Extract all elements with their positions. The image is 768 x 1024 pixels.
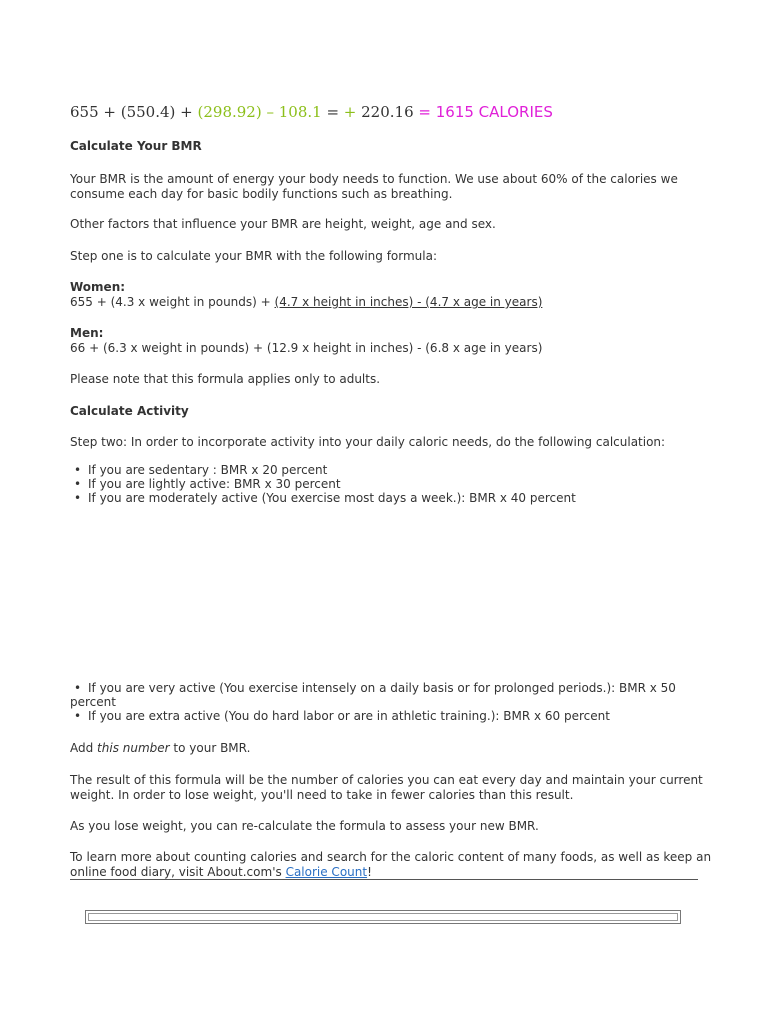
result-line-2: weight. In order to lose weight, you'll need to take in fewer calories than this result. bbox=[70, 788, 574, 802]
men-label: Men: bbox=[70, 326, 104, 340]
women-formula bbox=[70, 295, 542, 310]
step-one: Step one is to calculate your BMR with the following formula: bbox=[70, 249, 438, 263]
bmr-intro bbox=[70, 172, 678, 202]
add-prefix: Add bbox=[70, 741, 98, 755]
horizontal-divider bbox=[70, 879, 698, 880]
bmr-heading: Calculate Your BMR bbox=[70, 139, 202, 153]
activity-list-top bbox=[70, 463, 576, 505]
result-line-1: The result of this formula will be the number of calories you can eat every day and maintain your current bbox=[70, 773, 703, 787]
bmr-factors: Other factors that influence your BMR are height, weight, age and sex. bbox=[70, 217, 496, 231]
list-item: • If you are moderately active (You exercise most days a week.): BMR x 40 percent bbox=[88, 491, 576, 505]
women-label: Women: bbox=[70, 280, 126, 294]
formula-part-5: 220.16 bbox=[361, 103, 414, 121]
step-two: Step two: In order to incorporate activity into your daily caloric needs, do the following calculation: bbox=[70, 435, 666, 449]
calorie-count-link[interactable]: Calorie Count bbox=[285, 865, 368, 879]
women-formula-part-a: 655 + (4.3 x weight in pounds) + bbox=[70, 295, 275, 309]
calorie-formula bbox=[70, 103, 553, 121]
activity-heading: Calculate Activity bbox=[70, 404, 189, 418]
add-emphasis: this number bbox=[97, 741, 170, 755]
activity-list-bottom bbox=[70, 681, 676, 723]
women-formula-part-b: (4.7 x height in inches) - (4.7 x age in years) bbox=[274, 295, 543, 309]
list-item: • If you are sedentary : BMR x 20 percent bbox=[88, 463, 576, 477]
formula-part-3: = bbox=[321, 103, 344, 121]
list-item: • If you are lightly active: BMR x 30 percent bbox=[88, 477, 576, 491]
formula-part-1: 655 + (550.4) + bbox=[70, 103, 198, 121]
learn-line-2 bbox=[70, 865, 711, 880]
add-suffix: to your BMR. bbox=[169, 741, 251, 755]
men-formula: 66 + (6.3 x weight in pounds) + (12.9 x height in inches) - (6.8 x age in years) bbox=[70, 341, 543, 355]
recalc-paragraph: As you lose weight, you can re-calculate the formula to assess your new BMR. bbox=[70, 819, 539, 833]
add-to-bmr bbox=[70, 741, 250, 756]
list-item bbox=[70, 681, 676, 709]
very-active-line-2: percent bbox=[70, 695, 116, 709]
learn-suffix: ! bbox=[367, 865, 372, 879]
result-paragraph bbox=[70, 773, 703, 803]
formula-total: = 1615 CALORIES bbox=[413, 103, 553, 121]
empty-frame-box bbox=[85, 910, 681, 924]
list-item: • If you are extra active (You do hard labor or are in athletic training.): BMR x 60 percent bbox=[88, 709, 676, 723]
empty-frame-inner bbox=[88, 913, 678, 921]
adults-note: Please note that this formula applies only to adults. bbox=[70, 372, 381, 386]
learn-more-paragraph bbox=[70, 850, 711, 880]
women-formula-block bbox=[70, 280, 542, 310]
formula-part-4: + bbox=[343, 103, 362, 121]
men-formula-block bbox=[70, 326, 542, 356]
very-active-line-1: If you are very active (You exercise intensely on a daily basis or for prolonged periods.): BMR x 50 bbox=[88, 681, 676, 695]
learn-prefix: online food diary, visit About.com's bbox=[70, 865, 286, 879]
formula-part-2: (298.92) – 108.1 bbox=[197, 103, 322, 121]
learn-line-1: To learn more about counting calories and search for the caloric content of many foods, as well as keep an bbox=[70, 850, 712, 864]
bmr-intro-line-1: Your BMR is the amount of energy your body needs to function. We use about 60% of the calories we bbox=[70, 172, 678, 186]
bmr-intro-line-2: consume each day for basic bodily functions such as breathing. bbox=[70, 187, 453, 201]
